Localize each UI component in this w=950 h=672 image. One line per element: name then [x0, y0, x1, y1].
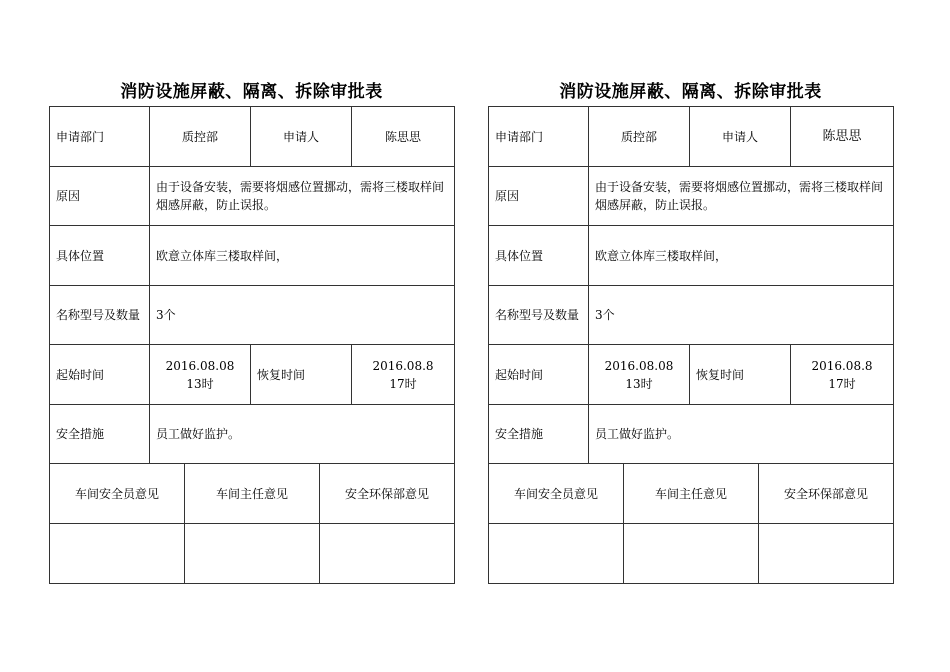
model-label: 名称型号及数量 [50, 286, 150, 345]
row-time [50, 345, 455, 405]
row-location [50, 226, 455, 286]
safety-value: 员工做好监护。 [589, 405, 894, 464]
row-safety [489, 405, 894, 464]
approval-table [488, 106, 894, 464]
model-value: 3个 [589, 286, 894, 345]
approval-form-left [49, 78, 454, 584]
row-reason [50, 167, 455, 226]
row-model [489, 286, 894, 345]
restore-time [791, 345, 894, 405]
row-opinion-labels [489, 464, 894, 524]
safety-officer-opinion-label: 车间安全员意见 [50, 464, 185, 524]
opinion-table [488, 463, 894, 584]
start-hour: 13时 [186, 376, 214, 391]
row-opinion-fields [489, 524, 894, 584]
form-title: 消防设施屏蔽、隔离、拆除审批表 [559, 82, 822, 102]
restore-hour: 17时 [828, 376, 856, 391]
workshop-director-opinion-label: 车间主任意见 [624, 464, 759, 524]
workshop-director-opinion-field[interactable] [624, 524, 759, 584]
applicant-label: 申请人 [251, 107, 352, 167]
workshop-director-opinion-field[interactable] [185, 524, 320, 584]
safety-label: 安全措施 [50, 405, 150, 464]
row-time [489, 345, 894, 405]
ehs-dept-opinion-field[interactable] [759, 524, 894, 584]
restore-label: 恢复时间 [251, 345, 352, 405]
applicant-value: 陈思思 [791, 107, 894, 167]
row-opinion-fields [50, 524, 455, 584]
approval-table [49, 106, 455, 464]
row-department [489, 107, 894, 167]
restore-label: 恢复时间 [690, 345, 791, 405]
start-date: 2016.08.08 [604, 358, 674, 373]
start-date: 2016.08.08 [165, 358, 235, 373]
model-value: 3个 [150, 286, 455, 345]
restore-hour: 17时 [389, 376, 417, 391]
row-location [489, 226, 894, 286]
applicant-label: 申请人 [690, 107, 791, 167]
location-label: 具体位置 [489, 226, 589, 286]
dept-value: 质控部 [589, 107, 690, 167]
row-model [50, 286, 455, 345]
dept-label: 申请部门 [50, 107, 150, 167]
approval-form-right [488, 78, 893, 584]
restore-date: 2016.08.8 [811, 358, 873, 373]
dept-value: 质控部 [150, 107, 251, 167]
form-title: 消防设施屏蔽、隔离、拆除审批表 [120, 82, 383, 102]
safety-officer-opinion-field[interactable] [489, 524, 624, 584]
location-label: 具体位置 [50, 226, 150, 286]
row-opinion-labels [50, 464, 455, 524]
location-value: 欧意立体库三楼取样间， [589, 226, 894, 286]
row-reason [489, 167, 894, 226]
start-time [589, 345, 690, 405]
row-department [50, 107, 455, 167]
restore-date: 2016.08.8 [372, 358, 434, 373]
reason-label: 原因 [50, 167, 150, 226]
start-time [150, 345, 251, 405]
applicant-value: 陈思思 [352, 107, 455, 167]
dept-label: 申请部门 [489, 107, 589, 167]
safety-officer-opinion-field[interactable] [50, 524, 185, 584]
row-safety [50, 405, 455, 464]
reason-value: 由于设备安装，需要将烟感位置挪动，需将三楼取样间烟感屏蔽，防止误报。 [150, 167, 455, 226]
start-label: 起始时间 [50, 345, 150, 405]
safety-officer-opinion-label: 车间安全员意见 [489, 464, 624, 524]
ehs-dept-opinion-label: 安全环保部意见 [759, 464, 894, 524]
start-hour: 13时 [625, 376, 653, 391]
ehs-dept-opinion-field[interactable] [320, 524, 455, 584]
model-label: 名称型号及数量 [489, 286, 589, 345]
restore-time [352, 345, 455, 405]
location-value: 欧意立体库三楼取样间， [150, 226, 455, 286]
ehs-dept-opinion-label: 安全环保部意见 [320, 464, 455, 524]
reason-label: 原因 [489, 167, 589, 226]
start-label: 起始时间 [489, 345, 589, 405]
workshop-director-opinion-label: 车间主任意见 [185, 464, 320, 524]
safety-value: 员工做好监护。 [150, 405, 455, 464]
safety-label: 安全措施 [489, 405, 589, 464]
reason-value: 由于设备安装，需要将烟感位置挪动，需将三楼取样间烟感屏蔽，防止误报。 [589, 167, 894, 226]
opinion-table [49, 463, 455, 584]
